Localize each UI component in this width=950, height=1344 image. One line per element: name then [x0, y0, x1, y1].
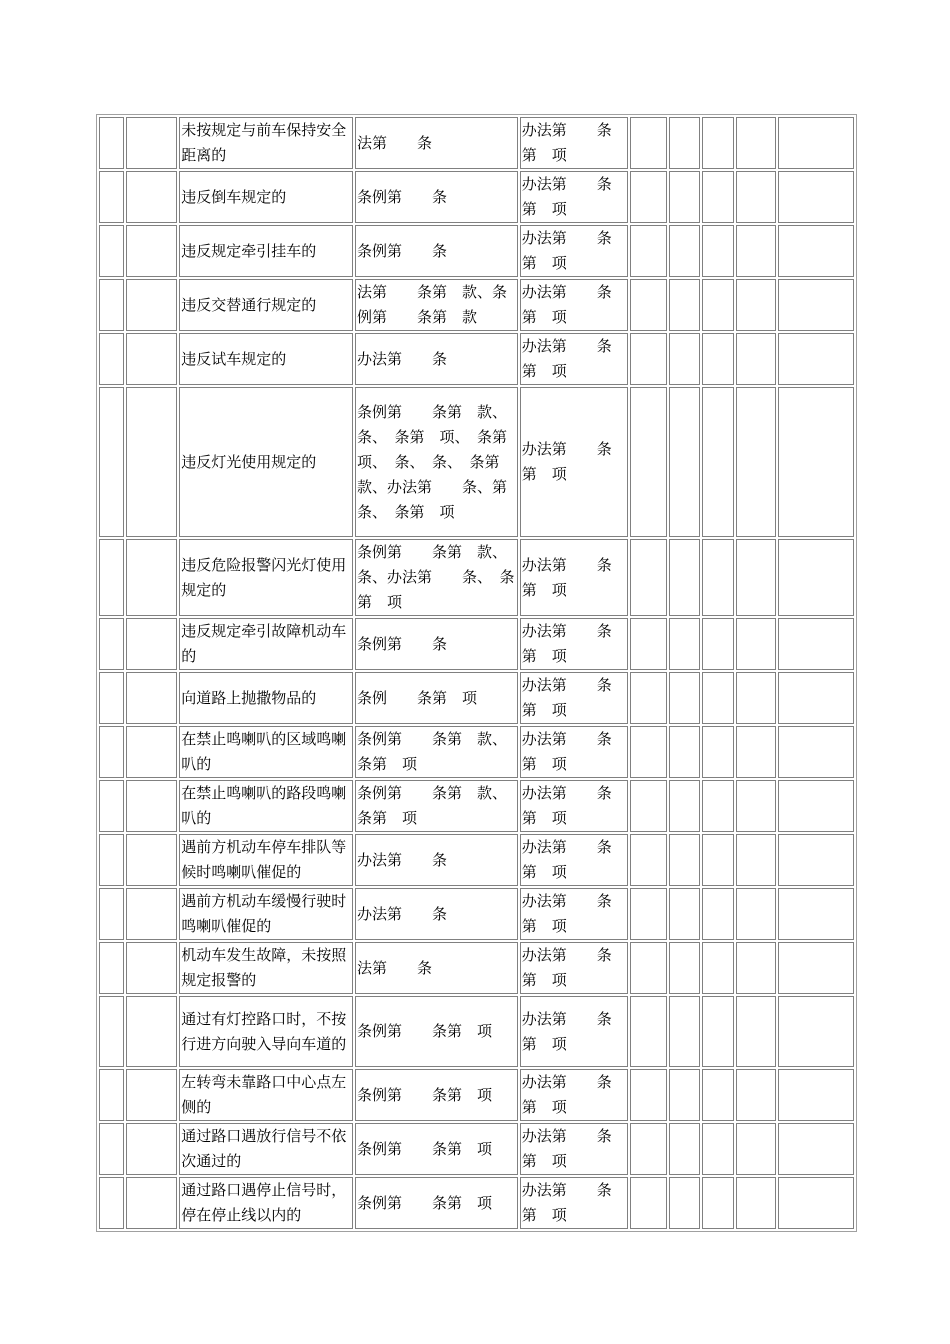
blank-cell-d [736, 171, 776, 223]
basis-cell: 条例第 条第 款、 条、办法第 条、 条第 项 [355, 539, 518, 616]
index-cell [99, 1177, 124, 1229]
remark-cell [778, 942, 854, 994]
blank-cell-d [736, 834, 776, 886]
blank-cell-c [702, 888, 735, 940]
offense-cell: 在禁止鸣喇叭的路段鸣喇叭的 [179, 780, 353, 832]
blank-cell-d [736, 888, 776, 940]
basis-cell: 条例第 条第 款、 条第 项 [355, 780, 518, 832]
blank-cell-c [702, 996, 735, 1067]
table-row [99, 1123, 854, 1175]
basis-cell: 办法第 条 [355, 888, 518, 940]
index-cell [99, 117, 124, 169]
offense-cell: 违反试车规定的 [179, 333, 353, 385]
offense-cell: 违反交替通行规定的 [179, 279, 353, 331]
offense-cell: 遇前方机动车停车排队等候时鸣喇叭催促的 [179, 834, 353, 886]
basis-cell: 条例第 条 [355, 618, 518, 670]
offense-cell: 左转弯未靠路口中心点左侧的 [179, 1069, 353, 1121]
blank-cell-d [736, 225, 776, 277]
basis-cell: 条例第 条第 款、 条、 条第 项、 条第 项、 条、 条、 条第 款、办法第 条、第 条、 条第 项 [355, 387, 518, 537]
remark-cell [778, 279, 854, 331]
index-cell [99, 1123, 124, 1175]
blank-cell-d [736, 333, 776, 385]
code-cell [126, 618, 177, 670]
index-cell [99, 834, 124, 886]
remark-cell [778, 171, 854, 223]
blank-cell-c [702, 1069, 735, 1121]
blank-cell-c [702, 1123, 735, 1175]
blank-cell-b [669, 996, 699, 1067]
index-cell [99, 888, 124, 940]
blank-cell-c [702, 333, 735, 385]
code-cell [126, 780, 177, 832]
index-cell [99, 996, 124, 1067]
offense-cell: 违反规定牵引故障机动车的 [179, 618, 353, 670]
blank-cell-c [702, 618, 735, 670]
blank-cell-a [630, 672, 667, 724]
remark-cell [778, 333, 854, 385]
remark-cell [778, 726, 854, 778]
table-row [99, 1177, 854, 1229]
blank-cell-c [702, 942, 735, 994]
table-body [99, 117, 854, 1229]
blank-cell-b [669, 672, 699, 724]
blank-cell-c [702, 225, 735, 277]
blank-cell-b [669, 1123, 699, 1175]
code-cell [126, 171, 177, 223]
index-cell [99, 279, 124, 331]
blank-cell-c [702, 117, 735, 169]
table-row [99, 618, 854, 670]
table-row [99, 117, 854, 169]
table-row [99, 888, 854, 940]
index-cell [99, 539, 124, 616]
table-row [99, 279, 854, 331]
code-cell [126, 279, 177, 331]
penalty-cell: 办法第 条第 项 [520, 171, 629, 223]
blank-cell-b [669, 942, 699, 994]
code-cell [126, 726, 177, 778]
remark-cell [778, 672, 854, 724]
blank-cell-a [630, 539, 667, 616]
blank-cell-c [702, 672, 735, 724]
blank-cell-c [702, 834, 735, 886]
blank-cell-a [630, 279, 667, 331]
index-cell [99, 171, 124, 223]
blank-cell-a [630, 726, 667, 778]
table-row [99, 333, 854, 385]
penalty-cell: 办法第 条第 项 [520, 333, 629, 385]
index-cell [99, 225, 124, 277]
remark-cell [778, 117, 854, 169]
penalty-cell: 办法第 条第 项 [520, 726, 629, 778]
basis-cell: 条例 条第 项 [355, 672, 518, 724]
remark-cell [778, 618, 854, 670]
remark-cell [778, 539, 854, 616]
offense-cell: 违反危险报警闪光灯使用规定的 [179, 539, 353, 616]
table-row [99, 672, 854, 724]
remark-cell [778, 888, 854, 940]
code-cell [126, 996, 177, 1067]
blank-cell-b [669, 333, 699, 385]
blank-cell-b [669, 279, 699, 331]
index-cell [99, 942, 124, 994]
offense-cell: 通过有灯控路口时，不按行进方向驶入导向车道的 [179, 996, 353, 1067]
blank-cell-a [630, 1177, 667, 1229]
index-cell [99, 726, 124, 778]
blank-cell-b [669, 117, 699, 169]
blank-cell-c [702, 1177, 735, 1229]
blank-cell-a [630, 996, 667, 1067]
blank-cell-b [669, 618, 699, 670]
code-cell [126, 672, 177, 724]
offense-cell: 遇前方机动车缓慢行驶时鸣喇叭催促的 [179, 888, 353, 940]
table-row [99, 225, 854, 277]
code-cell [126, 834, 177, 886]
basis-cell: 条例第 条 [355, 225, 518, 277]
index-cell [99, 387, 124, 537]
blank-cell-d [736, 996, 776, 1067]
blank-cell-d [736, 672, 776, 724]
blank-cell-d [736, 726, 776, 778]
penalty-cell: 办法第 条第 项 [520, 225, 629, 277]
basis-cell: 办法第 条 [355, 834, 518, 886]
blank-cell-d [736, 279, 776, 331]
penalty-cell: 办法第 条第 项 [520, 672, 629, 724]
remark-cell [778, 996, 854, 1067]
penalty-cell: 办法第 条第 项 [520, 1069, 629, 1121]
offense-cell: 未按规定与前车保持安全距离的 [179, 117, 353, 169]
index-cell [99, 333, 124, 385]
violation-table [96, 114, 857, 1232]
basis-cell: 条例第 条 [355, 171, 518, 223]
penalty-cell: 办法第 条第 项 [520, 1177, 629, 1229]
penalty-cell: 办法第 条第 项 [520, 279, 629, 331]
blank-cell-b [669, 1177, 699, 1229]
blank-cell-c [702, 171, 735, 223]
blank-cell-a [630, 333, 667, 385]
penalty-cell: 办法第 条第 项 [520, 780, 629, 832]
blank-cell-b [669, 539, 699, 616]
penalty-cell: 办法第 条第 项 [520, 117, 629, 169]
table-row [99, 171, 854, 223]
remark-cell [778, 834, 854, 886]
basis-cell: 条例第 条第 款、 条第 项 [355, 726, 518, 778]
offense-cell: 机动车发生故障，未按照规定报警的 [179, 942, 353, 994]
blank-cell-b [669, 888, 699, 940]
table-row [99, 539, 854, 616]
remark-cell [778, 1177, 854, 1229]
blank-cell-b [669, 1069, 699, 1121]
blank-cell-a [630, 225, 667, 277]
blank-cell-a [630, 171, 667, 223]
basis-cell: 法第 条第 款、条例第 条第 款 [355, 279, 518, 331]
offense-cell: 向道路上抛撒物品的 [179, 672, 353, 724]
blank-cell-c [702, 726, 735, 778]
blank-cell-b [669, 225, 699, 277]
blank-cell-a [630, 618, 667, 670]
offense-cell: 在禁止鸣喇叭的区域鸣喇叭的 [179, 726, 353, 778]
penalty-cell: 办法第 条第 项 [520, 387, 629, 537]
code-cell [126, 1069, 177, 1121]
remark-cell [778, 1123, 854, 1175]
blank-cell-d [736, 1177, 776, 1229]
basis-cell: 法第 条 [355, 117, 518, 169]
index-cell [99, 1069, 124, 1121]
blank-cell-d [736, 942, 776, 994]
index-cell [99, 618, 124, 670]
offense-cell: 通过路口遇放行信号不依次通过的 [179, 1123, 353, 1175]
blank-cell-a [630, 117, 667, 169]
index-cell [99, 672, 124, 724]
table-row [99, 834, 854, 886]
code-cell [126, 333, 177, 385]
blank-cell-b [669, 780, 699, 832]
blank-cell-a [630, 1069, 667, 1121]
remark-cell [778, 225, 854, 277]
basis-cell: 条例第 条第 项 [355, 1177, 518, 1229]
blank-cell-a [630, 780, 667, 832]
table-row [99, 387, 854, 537]
index-cell [99, 780, 124, 832]
blank-cell-c [702, 780, 735, 832]
table-row [99, 1069, 854, 1121]
basis-cell: 条例第 条第 项 [355, 1069, 518, 1121]
code-cell [126, 1123, 177, 1175]
blank-cell-a [630, 387, 667, 537]
blank-cell-d [736, 1069, 776, 1121]
blank-cell-a [630, 888, 667, 940]
penalty-cell: 办法第 条第 项 [520, 888, 629, 940]
penalty-cell: 办法第 条第 项 [520, 618, 629, 670]
code-cell [126, 942, 177, 994]
code-cell [126, 1177, 177, 1229]
blank-cell-b [669, 834, 699, 886]
offense-cell: 通过路口遇停止信号时，停在停止线以内的 [179, 1177, 353, 1229]
blank-cell-d [736, 618, 776, 670]
blank-cell-a [630, 1123, 667, 1175]
offense-cell: 违反灯光使用规定的 [179, 387, 353, 537]
penalty-cell: 办法第 条第 项 [520, 996, 629, 1067]
remark-cell [778, 780, 854, 832]
blank-cell-d [736, 117, 776, 169]
basis-cell: 法第 条 [355, 942, 518, 994]
offense-cell: 违反倒车规定的 [179, 171, 353, 223]
blank-cell-c [702, 279, 735, 331]
basis-cell: 条例第 条第 项 [355, 996, 518, 1067]
blank-cell-a [630, 942, 667, 994]
blank-cell-d [736, 780, 776, 832]
code-cell [126, 117, 177, 169]
blank-cell-c [702, 539, 735, 616]
table-row [99, 942, 854, 994]
penalty-cell: 办法第 条第 项 [520, 1123, 629, 1175]
code-cell [126, 387, 177, 537]
basis-cell: 条例第 条第 项 [355, 1123, 518, 1175]
table-row [99, 780, 854, 832]
penalty-cell: 办法第 条第 项 [520, 942, 629, 994]
code-cell [126, 539, 177, 616]
blank-cell-d [736, 539, 776, 616]
blank-cell-a [630, 834, 667, 886]
blank-cell-c [702, 387, 735, 537]
blank-cell-d [736, 1123, 776, 1175]
offense-cell: 违反规定牵引挂车的 [179, 225, 353, 277]
code-cell [126, 888, 177, 940]
blank-cell-d [736, 387, 776, 537]
table-row [99, 726, 854, 778]
remark-cell [778, 387, 854, 537]
blank-cell-b [669, 726, 699, 778]
penalty-cell: 办法第 条第 项 [520, 539, 629, 616]
penalty-cell: 办法第 条第 项 [520, 834, 629, 886]
blank-cell-b [669, 387, 699, 537]
code-cell [126, 225, 177, 277]
table-row [99, 996, 854, 1067]
remark-cell [778, 1069, 854, 1121]
basis-cell: 办法第 条 [355, 333, 518, 385]
blank-cell-b [669, 171, 699, 223]
